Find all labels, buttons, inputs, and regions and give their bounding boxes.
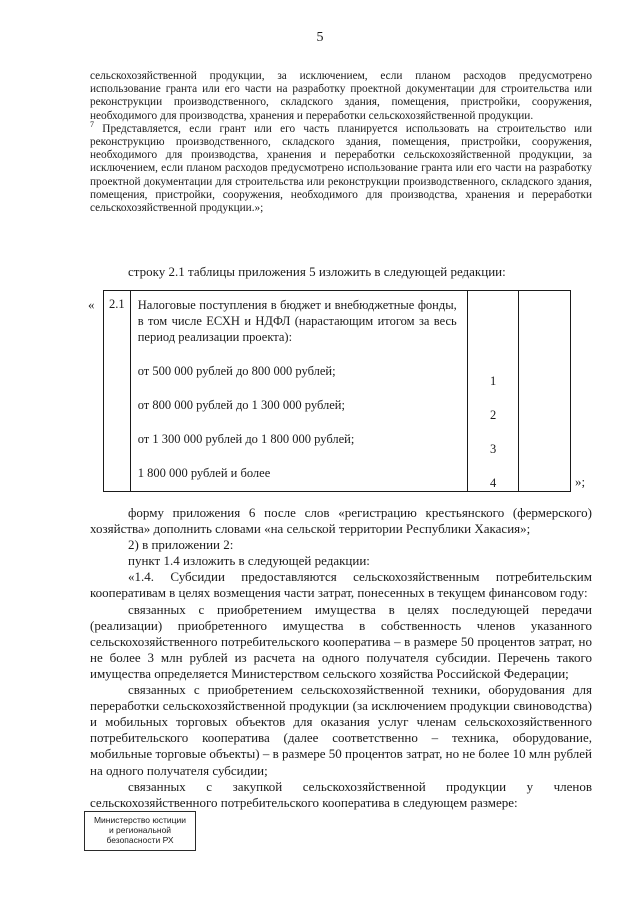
paragraph-7: связанных с закупкой сельскохозяйственной продукции у членов сельскохозяйственного потребительского кооператива в следующем размере:	[90, 778, 592, 810]
paragraph-5: связанных с приобретением имущества в целях последующей передачи (реализации) приобретенного имущества в собственность членов указанного сельскохозяйственного потребительского кооператива – в размере 50 процентов затрат, но не более 3 млн рублей из расчета на одного получателя субсидии. Перечень такого имущества определяется Министерством сельского хозяйства Российской Федерации;	[90, 601, 592, 681]
table-open-quote: «	[88, 297, 95, 312]
page-number: 5	[316, 30, 324, 45]
criteria-option-4: 1 800 000 рублей и более	[137, 466, 271, 480]
criteria-option-3: от 1 300 000 рублей до 1 800 000 рублей;	[137, 432, 355, 446]
score-cell	[467, 291, 519, 492]
main-text	[90, 505, 592, 811]
stamp-line-3: безопасности РХ	[106, 835, 174, 845]
paragraph-1: форму приложения 6 после слов «регистрацию крестьянского (фермерского) хозяйства» дополнить словами «на сельской территории Республики Хакасия»;	[90, 505, 592, 537]
paragraph-2: 2) в приложении 2:	[128, 537, 234, 553]
table-row	[104, 291, 571, 492]
score-1: 1	[489, 374, 497, 388]
table-close-quote: »;	[575, 474, 586, 489]
criteria-option-1: от 500 000 рублей до 800 000 рублей;	[137, 364, 336, 378]
criteria-table	[103, 290, 571, 492]
criteria-option-2: от 800 000 рублей до 1 300 000 рублей;	[137, 398, 345, 412]
score-2: 2	[489, 408, 497, 422]
footnote-6-continuation: сельскохозяйственной продукции, за исключением, если планом расходов предусмотрено использование гранта или его части на разработку проектной документации для строительства или реконструкции производственного, складского здания, помещения, пристройки, сооружения, необходимого для производства, хранения и переработки сельскохозяйственной продукции.	[90, 70, 592, 122]
stamp-line-1: Министерство юстиции	[93, 815, 187, 825]
paragraph-3: пункт 1.4 изложить в следующей редакции:	[128, 553, 370, 569]
footnote-7	[90, 120, 592, 215]
footnote-7-text: Представляется, если грант или его часть планируется использовать на строительство или реконструкцию производственного, складского здания, помещения, пристройки, сооружения, необходимого для производства, хранения и переработки сельскохозяйственной продукции, за исключением, если планом расходов предусмотрено использование гранта или его части на разработку проектной документации для строительства или реконструкции производственного, складского здания, помещения, пристройки, сооружения, необходимого для производства, хранения и переработки сельскохозяйственной продукции.»;	[90, 122, 592, 215]
score-3: 3	[489, 442, 497, 456]
paragraph-6: связанных с приобретением сельскохозяйственной техники, оборудования для переработки сельскохозяйственной продукции (за исключением продукции свиноводства) и мобильных торговых объектов для оказания услуг членам сельскохозяйственного потребительского кооператива (далее соответственно – техника, оборудование, мобильные торговые объекты) – в размере 50 процентов затрат, но не более 10 млн рублей на одного получателя субсидии;	[90, 682, 592, 778]
instruction-table-text: строку 2.1 таблицы приложения 5 изложить в следующей редакции:	[128, 264, 506, 279]
score-4: 4	[489, 476, 497, 490]
instruction-table	[90, 264, 592, 280]
empty-cell	[519, 291, 571, 492]
stamp-line-2: и региональной	[108, 825, 172, 835]
criteria-cell	[130, 291, 467, 492]
row-number-cell: 2.1	[104, 291, 131, 492]
paragraph-4: «1.4. Субсидии предоставляются сельскохозяйственным потребительским кооперативам в целях возмещения части затрат, понесенных в текущем финансовом году:	[90, 569, 592, 601]
ministry-stamp	[84, 811, 196, 851]
criteria-header: Налоговые поступления в бюджет и внебюджетные фонды, в том числе ЕСХН и НДФЛ (нарастающим итогом за весь период реализации проекта):	[137, 298, 457, 344]
footnote-7-mark: 7	[90, 120, 94, 130]
footnotes	[90, 70, 592, 215]
